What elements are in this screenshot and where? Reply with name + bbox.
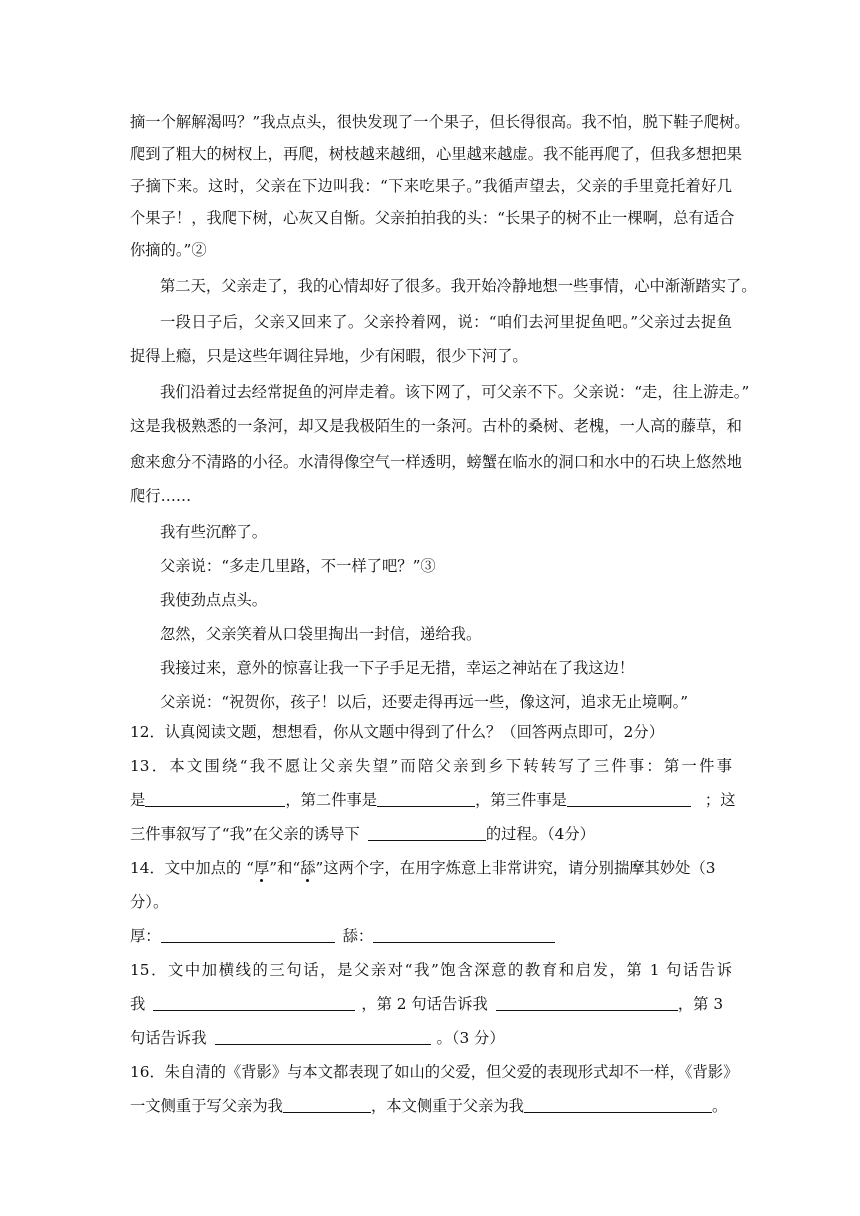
q13-text: ；这: [704, 791, 736, 809]
q15-text: 我: [130, 995, 146, 1013]
q13-text: 三件事叙写了“我”在父亲的诱导下: [130, 825, 360, 843]
q15-text: ，第 3: [677, 995, 724, 1013]
q13-text: 是: [130, 791, 146, 809]
story-line: 爬到了粗大的树杈上，再爬，树枝越来越细，心里越来越虚。我不能再爬了，但我多想把果: [130, 145, 742, 163]
story-line: 这是我极熟悉的一条河，却又是我极陌生的一条河。古朴的桑树、老槐，一人高的藤草，和: [130, 417, 742, 435]
q14-label-hou: 厚：: [130, 927, 161, 945]
story-line: 我使劲点点头。: [160, 591, 268, 609]
question-15-line-1: 15．文中加横线的三句话，是父亲对“我”饱含深意的教育和启发，第 1 句话告诉: [130, 961, 732, 979]
question-13-line-3: [130, 824, 732, 844]
story-line: 捉得上瘾，只是这些年调往异地，少有闲暇，很少下河了。: [130, 347, 528, 365]
story-line: 一段日子后，父亲又回来了。父亲拎着网，说：“咱们去河里捉鱼吧。”父亲过去捉鱼: [160, 313, 732, 331]
story-line: 子摘下来。这时，父亲在下边叫我：“下来吃果子。”我循声望去，父亲的手里竟托着好几: [130, 177, 732, 195]
question-13-line-2: [130, 790, 736, 810]
dotted-char-tian: 舔: [300, 859, 316, 877]
q16-text: 一文侧重于写父亲为我: [130, 1097, 283, 1115]
answer-blank-14-hou[interactable]: [161, 927, 335, 943]
q16-text: ，本文侧重于父亲为我: [370, 1097, 524, 1115]
story-line: 父亲说：“多走几里路，不一样了吧？”③: [160, 557, 436, 575]
q13-text: ，第三件事是: [475, 791, 567, 809]
story-line: 爬行……: [130, 487, 192, 505]
answer-blank-16-2[interactable]: [524, 1097, 712, 1113]
q13-text: ，第二件事是: [285, 791, 378, 809]
q15-text: ，第 2 句话告诉我: [361, 995, 488, 1013]
story-line: 我们沿着过去经常捉鱼的河岸走着。该下网了，可父亲不下。父亲说：“走，往上游走。”: [160, 383, 750, 401]
question-15-line-3: [130, 1028, 732, 1048]
story-line: 父亲说：“祝贺你，孩子！以后，还要走得再远一些，像这河，追求无止境啊。”: [160, 693, 689, 711]
question-14-line-2: 分）。: [130, 893, 169, 911]
q14-label-tian: 舔：: [342, 927, 374, 945]
story-line: 忽然，父亲笑着从口袋里掏出一封信，递给我。: [160, 625, 482, 643]
story-line: 个果子！，我爬下树，心灰又自惭。父亲拍拍我的头：“长果子的树不止一棵啊，总有适合: [130, 209, 735, 227]
answer-blank-15-1[interactable]: [153, 995, 355, 1011]
q13-text: 的过程。（4分）: [485, 825, 595, 843]
story-line: 我有些沉醉了。: [160, 523, 268, 541]
story-line: 摘一个解解渴吗？”我点点头，很快发现了一个果子，但长得很高。我不怕，脱下鞋子爬树。: [130, 113, 750, 131]
answer-blank-13-4[interactable]: [368, 825, 486, 841]
dotted-char-hou: 厚: [253, 859, 270, 877]
answer-blank-13-2[interactable]: [377, 791, 475, 807]
q15-text: 句话告诉我: [130, 1029, 207, 1047]
question-15-line-2: [130, 994, 732, 1014]
answer-blank-14-tian[interactable]: [373, 927, 555, 943]
answer-blank-16-1[interactable]: [283, 1097, 371, 1113]
q14-text: ”和“: [269, 859, 301, 877]
story-line: 第二天，父亲走了，我的心情却好了很多。我开始冷静地想一些事情，心中渐渐踏实了。: [160, 277, 757, 295]
story-line: 我接过来，意外的惊喜让我一下子手足无措，幸运之神站在了我这边！: [160, 659, 635, 677]
question-12: 12．认真阅读文题，想想看，你从文题中得到了什么？（回答两点即可，2分）: [130, 723, 664, 741]
story-line: 愈来愈分不清路的小径。水清得像空气一样透明，螃蟹在临水的洞口和水中的石块上悠然地: [130, 453, 742, 471]
question-14-line-3: [130, 926, 732, 946]
question-16-line-1: 16．朱自清的《背影》与本文都表现了如山的父爱，但父爱的表现形式却不一样，《背影》: [130, 1063, 739, 1081]
story-line: 你摘的。”②: [130, 241, 207, 259]
q14-text: ”这两个字，在用字炼意上非常讲究，请分别揣摩其妙处（3: [315, 859, 716, 877]
answer-blank-13-1[interactable]: [145, 791, 285, 807]
answer-blank-13-3[interactable]: [567, 791, 691, 807]
q16-text: 。: [711, 1097, 728, 1115]
answer-blank-15-2[interactable]: [496, 995, 678, 1011]
answer-blank-15-3[interactable]: [215, 1029, 431, 1045]
question-13-line-1: 13．本文围绕“我不愿让父亲失望”而陪父亲到乡下转转写了三件事：第一件事: [130, 757, 732, 775]
q15-text: 。（3 分）: [436, 1029, 505, 1047]
question-14-line-1: [130, 858, 732, 878]
question-16-line-2: [130, 1096, 732, 1116]
q14-text: 14．文中加点的 “: [130, 859, 254, 877]
